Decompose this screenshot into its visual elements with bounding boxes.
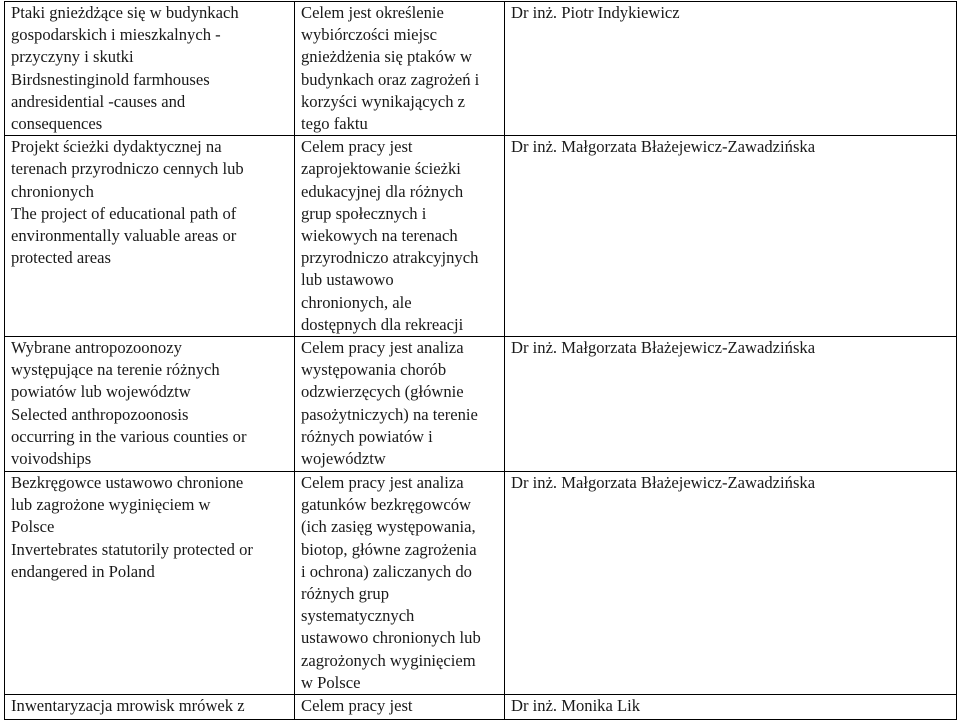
supervisor-cell xyxy=(505,337,957,472)
supervisor-cell xyxy=(505,136,957,337)
topic-cell xyxy=(5,695,295,720)
supervisor-name: Dr inż. Małgorzata Błażejewicz-Zawadzińska xyxy=(511,473,816,493)
topic-line: Projekt ścieżki dydaktycznej na xyxy=(11,137,222,157)
goal-line: Celem pracy jest analiza xyxy=(301,338,464,358)
goal-line: lub ustawowo xyxy=(301,270,394,290)
goal-line: korzyści wynikających z xyxy=(301,91,466,111)
goal-line: chronionych, ale xyxy=(301,292,412,312)
goal-line: odzwierzęcych (głównie xyxy=(301,382,464,402)
topic-line: environmentally valuable areas or xyxy=(11,226,237,246)
goal-line: (ich zasięg występowania, xyxy=(301,517,476,537)
topic-line: Inwentaryzacja mrowisk mrówek z xyxy=(11,696,245,716)
topic-line: Bezkręgowce ustawowo chronione xyxy=(11,473,244,493)
goal-line: różnych powiatów i xyxy=(301,426,433,446)
topic-cell xyxy=(5,136,295,337)
topic-line: Wybrane antropozoonozy xyxy=(11,338,182,358)
topic-line: occurring in the various counties or xyxy=(11,426,247,446)
goal-line: różnych grup xyxy=(301,584,390,604)
goal-line: zagrożonych wyginięciem xyxy=(301,650,476,670)
supervisor-name: Dr inż. Monika Lik xyxy=(511,696,641,716)
topic-line: przyczyny i skutki xyxy=(11,47,134,67)
topic-line: Ptaki gnieżdżące się w budynkach xyxy=(11,3,239,22)
supervisor-name: Dr inż. Małgorzata Błażejewicz-Zawadzińska xyxy=(511,338,816,358)
goal-line: zaprojektowanie ścieżki xyxy=(301,159,461,179)
goal-line: występowania chorób xyxy=(301,360,447,380)
topic-line: gospodarskich i mieszkalnych - xyxy=(11,25,221,45)
supervisor-cell xyxy=(505,695,957,720)
topic-line: endangered in Poland xyxy=(11,561,155,581)
goal-cell xyxy=(295,472,505,695)
topic-line: terenach przyrodniczo cennych lub xyxy=(11,159,244,179)
goal-line: gnieżdżenia się ptaków w xyxy=(301,47,472,67)
topic-line: Selected anthropozoonosis xyxy=(11,404,189,424)
table-row xyxy=(5,337,957,472)
topic-line: protected areas xyxy=(11,248,111,268)
goal-line: gatunków bezkręgowców xyxy=(301,495,472,515)
topic-line: consequences xyxy=(11,114,103,134)
goal-line: w Polsce xyxy=(301,672,361,692)
goal-line: Celem pracy jest xyxy=(301,137,413,157)
table-row xyxy=(5,472,957,695)
goal-cell xyxy=(295,2,505,136)
goal-line: wybiórczości miejsc xyxy=(301,25,437,45)
goal-line: biotop, główne zagrożenia xyxy=(301,539,477,559)
goal-line: tego faktu xyxy=(301,114,368,134)
topic-line: Polsce xyxy=(11,517,55,537)
topic-line: The project of educational path of xyxy=(11,203,237,223)
goal-line: Celem pracy jest analiza xyxy=(301,473,464,493)
topic-line: Invertebrates statutorily protected or xyxy=(11,539,253,559)
goal-line: przyrodniczo atrakcyjnych xyxy=(301,248,479,268)
topic-line: andresidential -causes and xyxy=(11,91,186,111)
topic-cell xyxy=(5,2,295,136)
goal-cell xyxy=(295,136,505,337)
thesis-topics-table xyxy=(4,1,957,720)
table-row xyxy=(5,136,957,337)
goal-line: i ochrona) zaliczanych do xyxy=(301,561,472,581)
topic-line: występujące na terenie różnych xyxy=(11,360,220,380)
table-row xyxy=(5,2,957,136)
goal-line: systematycznych xyxy=(301,606,415,626)
goal-line: budynkach oraz zagrożeń i xyxy=(301,69,480,89)
goal-cell xyxy=(295,337,505,472)
table-row xyxy=(5,695,957,720)
goal-line: Celem jest określenie xyxy=(301,3,444,22)
goal-line: dostępnych dla rekreacji xyxy=(301,314,464,334)
goal-line: wiekowych na terenach xyxy=(301,226,458,246)
supervisor-cell xyxy=(505,472,957,695)
supervisor-name: Dr inż. Piotr Indykiewicz xyxy=(511,3,680,22)
topic-line: chronionych xyxy=(11,181,94,201)
topic-line: powiatów lub województw xyxy=(11,382,191,402)
goal-cell xyxy=(295,695,505,720)
supervisor-name: Dr inż. Małgorzata Błażejewicz-Zawadzińska xyxy=(511,137,816,157)
topic-cell xyxy=(5,472,295,695)
supervisor-cell xyxy=(505,2,957,136)
topic-cell xyxy=(5,337,295,472)
topic-line: voivodships xyxy=(11,449,92,469)
goal-line: Celem pracy jest xyxy=(301,696,413,716)
goal-line: pasożytniczych) na terenie xyxy=(301,404,478,424)
topic-line: Birdsnestinginold farmhouses xyxy=(11,69,210,89)
topic-line: lub zagrożone wyginięciem w xyxy=(11,495,211,515)
goal-line: województw xyxy=(301,449,386,469)
goal-line: ustawowo chronionych lub xyxy=(301,628,481,648)
goal-line: grup społecznych i xyxy=(301,203,427,223)
goal-line: edukacyjnej dla różnych xyxy=(301,181,464,201)
